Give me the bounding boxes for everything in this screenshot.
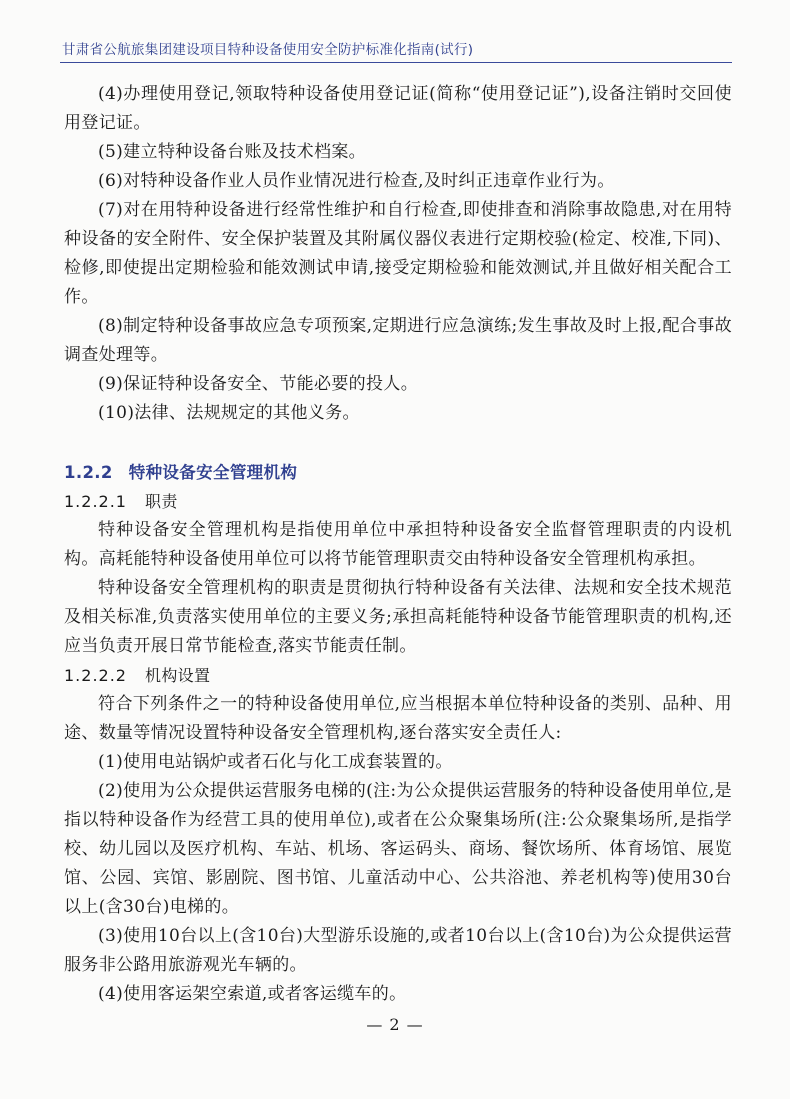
subsection-title: 职责 bbox=[144, 492, 178, 511]
paragraph: 特种设备安全管理机构的职责是贯彻执行特种设备有关法律、法规和安全技术规范及相关标准,负责落实使用单位的主要义务;承担高耗能特种设备节能管理职责的机构,还应当负责开展日常节能检查,落实节能责任制。 bbox=[64, 578, 732, 656]
paragraph: (5)建立特种设备台账及技术档案。 bbox=[98, 142, 367, 162]
section-heading bbox=[64, 458, 732, 487]
paragraph: (4)使用客运架空索道,或者客运缆车的。 bbox=[98, 984, 407, 1004]
paragraph: (10)法律、法规规定的其他义务。 bbox=[98, 403, 360, 423]
subsection-title: 机构设置 bbox=[144, 666, 211, 685]
header-divider bbox=[60, 62, 732, 63]
page-body bbox=[64, 80, 732, 1009]
paragraph: 符合下列条件之一的特种设备使用单位,应当根据本单位特种设备的类别、品种、用途、数量等情况设置特种设备安全管理机构,逐台落实安全责任人: bbox=[64, 694, 732, 743]
subsection-number: 1.2.2.2 bbox=[64, 666, 127, 685]
paragraph: 特种设备安全管理机构是指使用单位中承担特种设备安全监督管理职责的内设机构。高耗能特种设备使用单位可以将节能管理职责交由特种设备安全管理机构承担。 bbox=[64, 520, 732, 569]
page-number: — 2 — bbox=[366, 1015, 424, 1034]
paragraph: (6)对特种设备作业人员作业情况进行检查,及时纠正违章作业行为。 bbox=[98, 171, 615, 191]
subsection-heading bbox=[64, 661, 732, 690]
paragraph: (1)使用电站锅炉或者石化与化工成套装置的。 bbox=[98, 752, 453, 772]
paragraph: (3)使用10台以上(含10台)大型游乐设施的,或者10台以上(含10台)为公众提供运营服务非公路用旅游观光车辆的。 bbox=[64, 926, 732, 975]
paragraph: (7)对在用特种设备进行经常性维护和自行检查,即使排查和消除事故隐患,对在用特种设备的安全附件、安全保护装置及其附属仪器仪表进行定期校验(检定、校准,下同)、检修,即使提出定期检验和能效测试申请,接受定期检验和能效测试,并且做好相关配合工作。 bbox=[64, 200, 732, 307]
subsection-heading bbox=[64, 487, 732, 516]
subsection-number: 1.2.2.1 bbox=[64, 492, 127, 511]
paragraph: (4)办理使用登记,领取特种设备使用登记证(简称“使用登记证”),设备注销时交回使用登记证。 bbox=[64, 84, 732, 133]
paragraph: (8)制定特种设备事故应急专项预案,定期进行应急演练;发生事故及时上报,配合事故调查处理等。 bbox=[64, 316, 732, 365]
section-title: 特种设备安全管理机构 bbox=[128, 463, 298, 482]
section-number: 1.2.2 bbox=[64, 463, 113, 482]
running-header: 甘肃省公航旅集团建设项目特种设备使用安全防护标准化指南(试行) bbox=[62, 42, 474, 58]
paragraph: (2)使用为公众提供运营服务电梯的(注:为公众提供运营服务的特种设备使用单位,是指以特种设备作为经营工具的使用单位),或者在公众聚集场所(注:公众聚集场所,是指学校、幼儿园以及医疗机构、车站、机场、客运码头、商场、餐饮场所、体育场馆、展览馆、公园、宾馆、影剧院、图书馆、儿童活动中心、公共浴池、养老机构等)使用30台以上(含30台)电梯的。 bbox=[64, 781, 732, 917]
paragraph: (9)保证特种设备安全、节能必要的投人。 bbox=[98, 374, 419, 394]
